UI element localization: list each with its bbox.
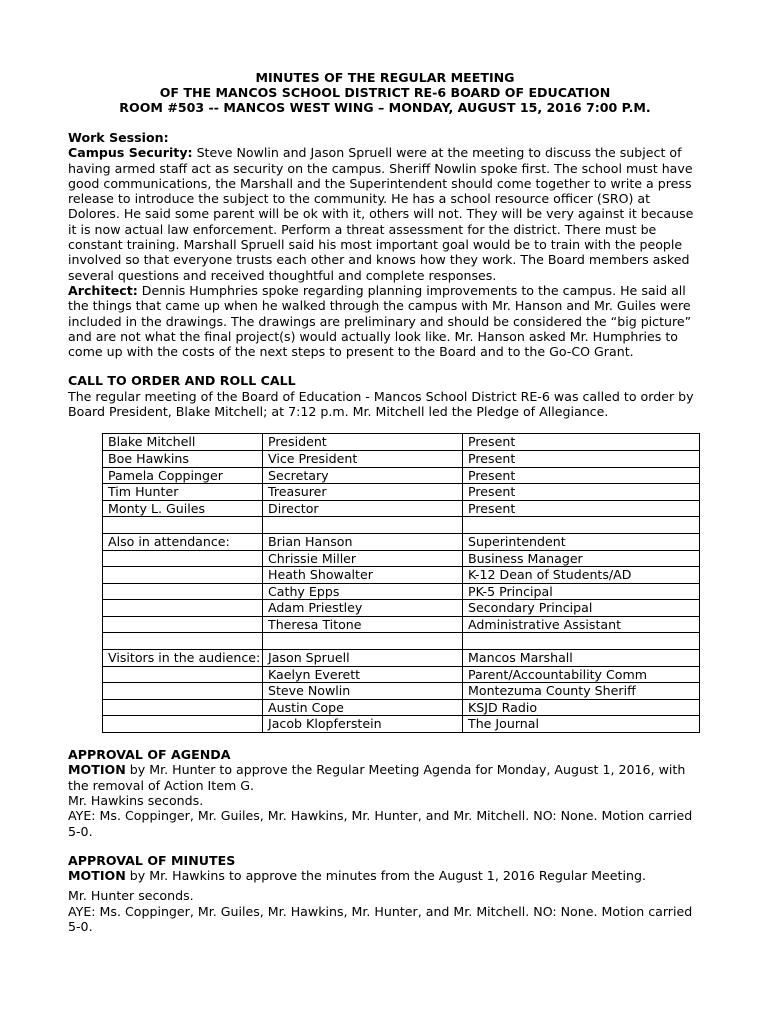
table-cell (103, 633, 263, 650)
architect-text: Dennis Humphries spoke regarding planning improvements to the campus. He said all the things that came up when he walked through the campus with Mr. Hanson and Mr. Guiles were included in the drawings. The drawings are preliminary and should be considered the “big picture” and are not what the final project(s) would actually look like. Mr. Hanson asked Mr. Humphries to come up with the costs of the next steps to present to the Board and to the Go-CO Grant. (68, 282, 692, 360)
agenda-seconds: Mr. Hawkins seconds. (68, 792, 204, 808)
campus-security-paragraph (68, 145, 702, 283)
header-line-1: MINUTES OF THE REGULAR MEETING (255, 70, 515, 85)
table-cell: Jacob Klopferstein (263, 716, 463, 733)
call-to-order-heading: CALL TO ORDER AND ROLL CALL (68, 373, 296, 389)
table-cell (463, 633, 700, 650)
table-cell (103, 683, 263, 700)
minutes-heading: APPROVAL OF MINUTES (68, 852, 236, 868)
call-to-order-text: The regular meeting of the Board of Education - Mancos School District RE-6 was called to order by Board President, Blake Mitchell; at 7:12 p.m. Mr. Mitchell led the Pledge of Allegiance. (68, 388, 694, 420)
table-cell: The Journal (463, 716, 700, 733)
table-cell: Theresa Titone (263, 616, 463, 633)
document-header (0, 70, 770, 116)
table-cell: KSJD Radio (463, 699, 700, 716)
table-row (103, 666, 700, 683)
table-cell (263, 633, 463, 650)
table-cell: Chrissie Miller (263, 550, 463, 567)
table-cell: Secondary Principal (463, 600, 700, 617)
approval-of-minutes-section (68, 853, 702, 934)
minutes-motion-text: by Mr. Hawkins to approve the minutes from the August 1, 2016 Regular Meeting. (125, 868, 646, 884)
table-cell: Tim Hunter (103, 484, 263, 501)
table-cell (103, 583, 263, 600)
table-cell (103, 666, 263, 683)
table-cell: Present (463, 434, 700, 451)
table-cell (103, 616, 263, 633)
table-cell: President (263, 434, 463, 451)
table-cell: Treasurer (263, 484, 463, 501)
table-cell: Mancos Marshall (463, 650, 700, 667)
agenda-motion-text: by Mr. Hunter to approve the Regular Meeting Agenda for Monday, August 1, 2016, with the removal of Action Item G. (68, 762, 686, 793)
table-row (103, 467, 700, 484)
table-cell: Blake Mitchell (103, 434, 263, 451)
table-cell: Present (463, 467, 700, 484)
agenda-motion (68, 762, 702, 793)
campus-security-label: Campus Security: (68, 145, 193, 161)
minutes-motion-label: MOTION (68, 868, 126, 884)
table-row (103, 600, 700, 617)
table-cell: Superintendent (463, 533, 700, 550)
minutes-seconds: Mr. Hunter seconds. (68, 888, 194, 904)
roll-call-table (102, 433, 700, 733)
table-cell: Director (263, 500, 463, 517)
table-cell: Monty L. Guiles (103, 500, 263, 517)
table-cell (103, 699, 263, 716)
table-cell (103, 600, 263, 617)
table-cell (463, 517, 700, 534)
table-cell: Adam Priestley (263, 600, 463, 617)
work-session-section (68, 130, 702, 359)
table-cell (103, 550, 263, 567)
table-cell: Pamela Coppinger (103, 467, 263, 484)
table-row (103, 550, 700, 567)
table-row (103, 484, 700, 501)
agenda-vote: AYE: Ms. Coppinger, Mr. Guiles, Mr. Hawkins, Mr. Hunter, and Mr. Mitchell. NO: None. Motion carried 5-0. (68, 808, 693, 839)
table-cell (263, 517, 463, 534)
table-cell: PK-5 Principal (463, 583, 700, 600)
table-row (103, 716, 700, 733)
table-row (103, 434, 700, 451)
table-cell (103, 567, 263, 584)
table-cell: Business Manager (463, 550, 700, 567)
table-cell: Present (463, 484, 700, 501)
architect-label: Architect: (68, 282, 138, 298)
table-row (103, 567, 700, 584)
header-line-2: OF THE MANCOS SCHOOL DISTRICT RE-6 BOARD OF EDUCATION (159, 85, 611, 101)
campus-security-text: Steve Nowlin and Jason Spruell were at the meeting to discuss the subject of having armed staff act as security on the campus. Sheriff Nowlin spoke first. The school must have good communications, the Marshall and the Superintendent should come together to write a press release to introduce the subject to the community. He has a school resource officer (SRO) at Dolores. He said some parent will be ok with it, others will not. They will be very against it because it is now actual law enforcement. Perform a threat assessment for the district. There must be constant training. Marshall Spruell said his most important goal would be to train with the people involved so that everyone trusts each other and knows how they work. The Board members asked several questions and received thoughtful and complete responses. (68, 145, 694, 283)
table-row (103, 633, 700, 650)
table-row (103, 683, 700, 700)
table-cell: K-12 Dean of Students/AD (463, 567, 700, 584)
table-cell: Present (463, 450, 700, 467)
table-row (103, 533, 700, 550)
table-cell: Cathy Epps (263, 583, 463, 600)
table-cell: Steve Nowlin (263, 683, 463, 700)
table-cell: Austin Cope (263, 699, 463, 716)
table-cell: Kaelyn Everett (263, 666, 463, 683)
table-row (103, 650, 700, 667)
table-cell (103, 517, 263, 534)
table-cell: Administrative Assistant (463, 616, 700, 633)
call-to-order-section (68, 373, 702, 733)
agenda-heading: APPROVAL OF AGENDA (68, 747, 231, 763)
table-cell: Heath Showalter (263, 567, 463, 584)
work-session-heading: Work Session: (68, 130, 169, 145)
table-cell: Montezuma County Sheriff (463, 683, 700, 700)
header-line-3: ROOM #503 -- MANCOS WEST WING – MONDAY, AUGUST 15, 2016 7:00 P.M. (119, 100, 651, 116)
table-cell: Present (463, 500, 700, 517)
table-row (103, 500, 700, 517)
table-cell: Jason Spruell (263, 650, 463, 667)
table-cell: Also in attendance: (103, 533, 263, 550)
minutes-vote: AYE: Ms. Coppinger, Mr. Guiles, Mr. Hawkins, Mr. Hunter, and Mr. Mitchell. NO: None. Motion carried 5-0. (68, 903, 693, 934)
table-row (103, 583, 700, 600)
table-cell: Parent/Accountability Comm (463, 666, 700, 683)
table-cell: Vice President (263, 450, 463, 467)
table-cell: Brian Hanson (263, 533, 463, 550)
table-cell: Boe Hawkins (103, 450, 263, 467)
table-row (103, 616, 700, 633)
table-row (103, 450, 700, 467)
table-row (103, 517, 700, 534)
document-body (68, 130, 702, 934)
agenda-motion-label: MOTION (68, 762, 126, 778)
approval-of-agenda-section (68, 747, 702, 839)
table-cell (103, 716, 263, 733)
minutes-motion (68, 868, 702, 883)
architect-paragraph (68, 283, 702, 359)
table-cell: Visitors in the audience: (103, 650, 263, 667)
table-cell: Secretary (263, 467, 463, 484)
table-row (103, 699, 700, 716)
